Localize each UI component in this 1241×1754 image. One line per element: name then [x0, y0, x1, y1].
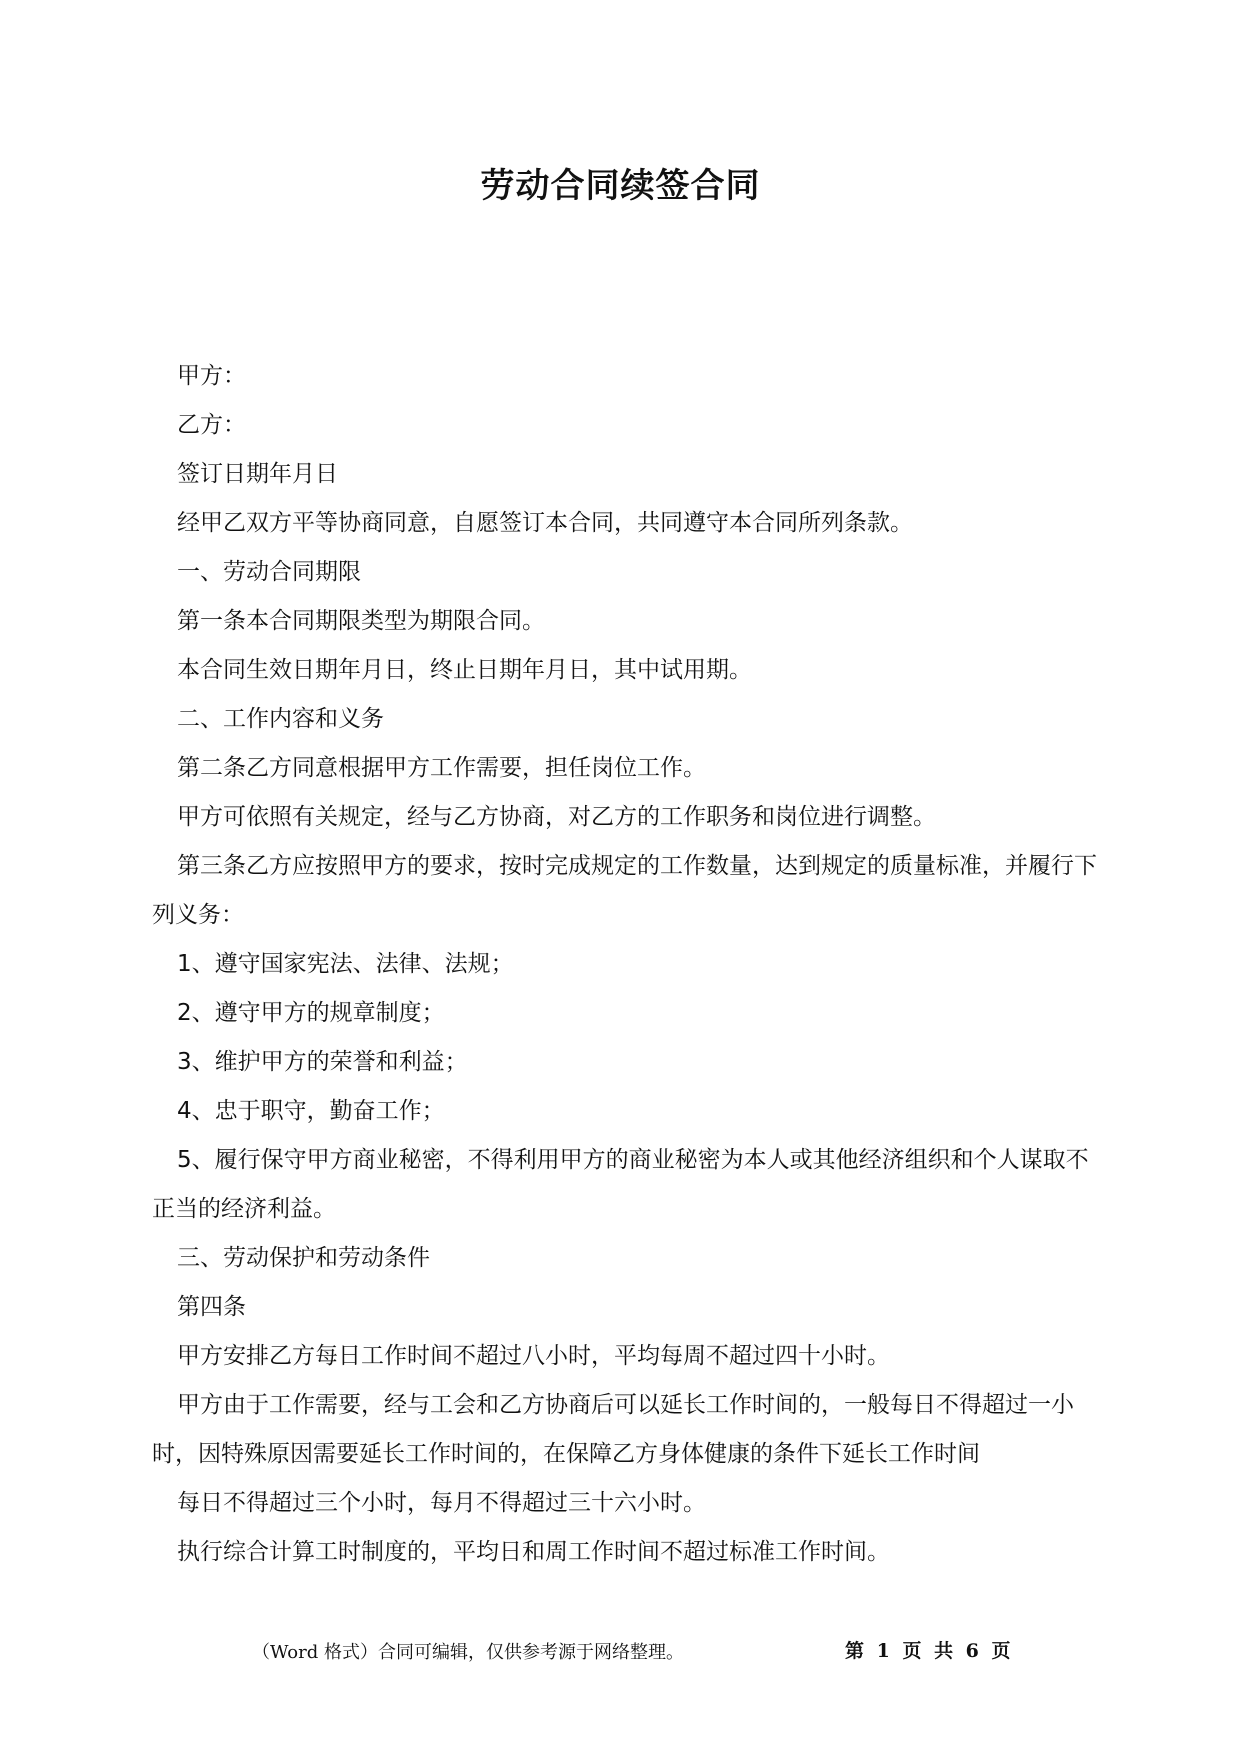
paragraph: 甲方安排乙方每日工作时间不超过八小时，平均每周不超过四十小时。 — [177, 1343, 890, 1369]
list-item: 1、遵守国家宪法、法律、法规； — [177, 951, 514, 977]
paragraph: 第四条 — [177, 1294, 246, 1320]
section-heading: 二、工作内容和义务 — [177, 706, 384, 732]
paragraph: 经甲乙双方平等协商同意，自愿签订本合同，共同遵守本合同所列条款。 — [177, 510, 913, 536]
paragraph: 每日不得超过三个小时，每月不得超过三十六小时。 — [177, 1490, 706, 1516]
paragraph: 甲方可依照有关规定，经与乙方协商，对乙方的工作职务和岗位进行调整。 — [177, 804, 936, 830]
paragraph: 第一条本合同期限类型为期限合同。 — [177, 608, 545, 634]
paragraph: 本合同生效日期年月日，终止日期年月日，其中试用期。 — [177, 657, 752, 683]
footer-note: （Word 格式）合同可编辑，仅供参考源于网络整理。 — [252, 1642, 684, 1663]
section-heading: 三、劳动保护和劳动条件 — [177, 1245, 430, 1271]
list-item: 4、忠于职守，勤奋工作； — [177, 1098, 445, 1124]
document-title: 劳动合同续签合同 — [480, 166, 761, 206]
list-item: 3、维护甲方的荣誉和利益； — [177, 1049, 468, 1075]
paragraph: 甲方由于工作需要，经与工会和乙方协商后可以延长工作时间的，一般每日不得超过一小时，因特殊原因需要延长工作时间的，在保障乙方身体健康的条件下延长工作时间 — [152, 1392, 1074, 1467]
paragraph: 乙方： — [177, 412, 246, 438]
paragraph: 第二条乙方同意根据甲方工作需要，担任岗位工作。 — [177, 755, 706, 781]
paragraph: 甲方： — [177, 363, 246, 389]
document-body — [152, 352, 1100, 1577]
page-number: 第 1 页 共 6 页 — [845, 1640, 1011, 1662]
paragraph: 执行综合计算工时制度的，平均日和周工作时间不超过标准工作时间。 — [177, 1539, 890, 1565]
list-item: 2、遵守甲方的规章制度； — [177, 1000, 445, 1026]
paragraph: 签订日期年月日 — [177, 461, 338, 487]
paragraph: 第三条乙方应按照甲方的要求，按时完成规定的工作数量，达到规定的质量标准，并履行下列义务： — [152, 853, 1097, 928]
list-item: 5、履行保守甲方商业秘密，不得利用甲方的商业秘密为本人或其他经济组织和个人谋取不正当的经济利益。 — [152, 1147, 1089, 1222]
section-heading: 一、劳动合同期限 — [177, 559, 361, 585]
